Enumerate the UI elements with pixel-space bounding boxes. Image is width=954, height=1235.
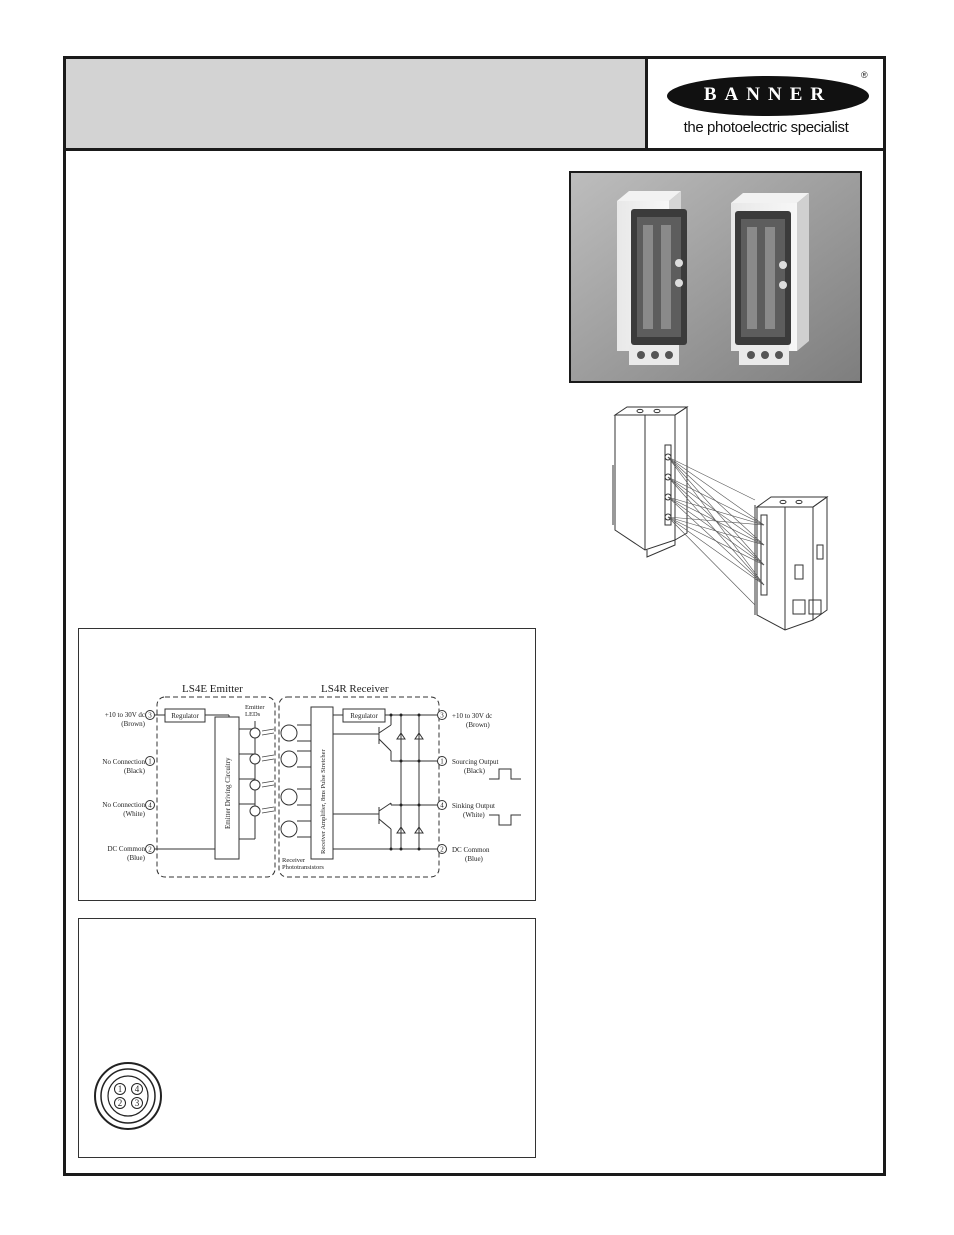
product-photo: [569, 171, 862, 383]
receiver-terminal-sinking: [438, 801, 522, 826]
emitter-terminal-brown: [105, 711, 155, 729]
svg-text:1: 1: [148, 757, 152, 766]
banner-logo-text: BANNER: [703, 84, 833, 105]
connector-pinout-box: [78, 918, 536, 1158]
receiver-terminal-brown: [438, 711, 493, 730]
receiver-title: LS4R Receiver: [321, 683, 389, 695]
svg-text:(Blue): (Blue): [127, 854, 145, 862]
svg-text:2: 2: [148, 845, 152, 854]
pin-2-label: 2: [117, 1098, 123, 1108]
beam-pattern-sketch: [605, 405, 845, 640]
svg-text:+10 to 30V dc: +10 to 30V dc: [104, 711, 145, 719]
receiver-unit-photo: [731, 193, 809, 365]
emitter-leds-label: Emitter LEDs: [245, 704, 265, 718]
svg-text:(Brown): (Brown): [121, 720, 145, 728]
svg-text:(Black): (Black): [464, 767, 485, 775]
emitter-title: LS4E Emitter: [182, 683, 243, 695]
svg-text:3: 3: [148, 711, 152, 720]
header-rule: [66, 148, 883, 151]
svg-text:No Connection: No Connection: [102, 758, 145, 766]
svg-text:(Blue): (Blue): [465, 855, 483, 863]
receiver-amplifier: Receiver Amplifier, 8ms Pulse Stretcher: [320, 749, 327, 854]
svg-text:(Black): (Black): [124, 767, 145, 775]
svg-text:(Brown): (Brown): [466, 721, 490, 729]
svg-text:No Connection: No Connection: [102, 801, 145, 809]
svg-text:(White): (White): [123, 810, 145, 818]
registered-mark: ®: [861, 70, 868, 80]
svg-text:Sourcing Output: Sourcing Output: [452, 758, 499, 766]
svg-text:4: 4: [440, 801, 444, 810]
emitter-terminal-blue: [107, 845, 154, 863]
svg-text:(White): (White): [463, 811, 485, 819]
pin-1-label: 1: [117, 1084, 123, 1094]
brand-tagline: the photoelectric specialist: [683, 119, 849, 136]
connector-face-icon: [95, 1063, 161, 1129]
svg-text:3: 3: [440, 711, 444, 720]
svg-text:1: 1: [440, 757, 444, 766]
wiring-diagram: [78, 628, 536, 901]
pin-3-label: 3: [134, 1098, 140, 1108]
svg-text:DC Common: DC Common: [107, 845, 145, 853]
emitter-regulator: Regulator: [171, 712, 199, 720]
emitter-terminal-white: [102, 801, 154, 819]
receiver-terminal-blue: [438, 845, 491, 864]
svg-text:Sinking Output: Sinking Output: [452, 802, 495, 810]
emitter-driving-circuitry: Emitter Driving Circuitry: [224, 757, 232, 829]
pin-4-label: 4: [134, 1084, 140, 1094]
receiver-phototransistors-label: Receiver Phototransistors: [282, 857, 324, 871]
header-title-band: [66, 59, 645, 148]
emitter-terminal-black: [102, 757, 154, 776]
svg-text:2: 2: [440, 845, 444, 854]
receiver-terminal-sourcing: [438, 757, 522, 780]
svg-text:+10 to 30V dc: +10 to 30V dc: [452, 712, 493, 720]
receiver-regulator: Regulator: [350, 712, 378, 720]
svg-text:4: 4: [148, 801, 152, 810]
emitter-unit-photo: [617, 191, 687, 365]
svg-text:DC Common: DC Common: [452, 846, 490, 854]
